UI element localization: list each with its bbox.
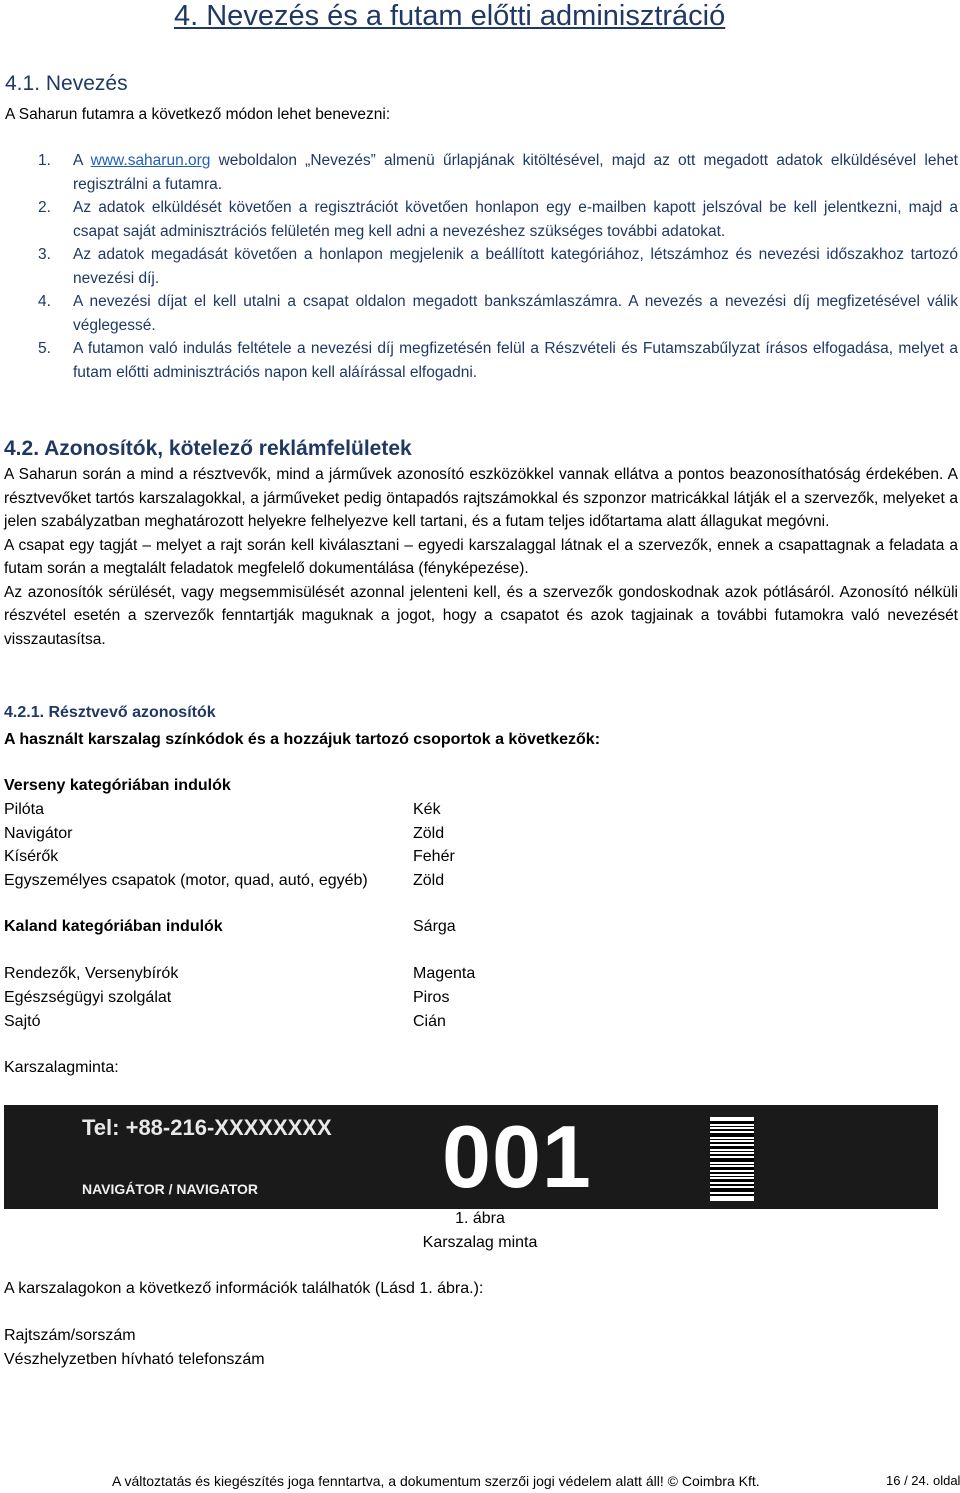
list-number: 2. bbox=[38, 199, 51, 216]
list-item bbox=[0, 149, 958, 196]
group-label: Egészségügyi szolgálat bbox=[4, 989, 172, 1006]
step-text-after: weboldalon „Nevezés” almenü űrlapjának kitöltésével, majd az ott megadott adatok elküldésével lehet regisztrálni a futamra. bbox=[73, 152, 958, 193]
section-4-2-body bbox=[4, 463, 958, 651]
section-heading-4-1: 4.1. Nevezés bbox=[5, 72, 128, 95]
list-number: 3. bbox=[38, 246, 51, 263]
color-label: Magenta bbox=[413, 965, 476, 982]
page-number: 16 / 24. oldal bbox=[886, 1473, 960, 1488]
step-text: A futamon való indulás feltétele a nevezési díj megfizetésén felül a Részvételi és Futamszabűlyzat írásos elfogadása, melyet a futam előtti adminisztrációs napon kell aláírással elfogadni. bbox=[73, 340, 958, 381]
color-label: Kék bbox=[413, 801, 441, 818]
color-label: Zöld bbox=[413, 872, 445, 889]
race-category-heading: Verseny kategóriában indulók bbox=[4, 777, 231, 794]
color-label: Cián bbox=[413, 1013, 446, 1030]
barcode-icon bbox=[710, 1117, 754, 1201]
section-heading-4-2: 4.2. Azonosítók, kötelező reklámfelületek bbox=[4, 437, 412, 460]
step-text-before: A bbox=[73, 152, 91, 169]
list-item bbox=[0, 243, 958, 290]
section-intro: A Saharun futamra a következő módon lehet benevezni: bbox=[5, 106, 391, 123]
color-label: Fehér bbox=[413, 848, 455, 865]
group-label: Rendezők, Versenybírók bbox=[4, 965, 179, 982]
group-label: Kísérők bbox=[4, 848, 59, 865]
list-number: 5. bbox=[38, 340, 51, 357]
group-label: Egyszemélyes csapatok (motor, quad, autó, egyéb) bbox=[4, 872, 368, 889]
list-number: 4. bbox=[38, 293, 51, 310]
paragraph: A csapat egy tagját – melyet a rajt során kell kiválasztani – egyedi karszalaggal látnak el a szervezők, ennek a csapattagnak a feladata a futam során a megtalált feladatok megfelelő dokumentálása (fényképezése). bbox=[4, 536, 958, 577]
wristband-image bbox=[4, 1105, 938, 1209]
adventure-category-heading: Kaland kategóriában indulók bbox=[4, 918, 223, 935]
footer-copyright: A változtatás és kiegészítés joga fenntartva, a dokumentum szerzői jogi védelem alatt áll! © Coimbra Kft. bbox=[112, 1473, 760, 1489]
list-item bbox=[0, 196, 958, 243]
info-item: Rajtszám/sorszám bbox=[4, 1327, 136, 1344]
list-item bbox=[0, 337, 958, 384]
paragraph: A Saharun során a mind a résztvevők, mind a járművek azonosító eszközökkel vannak ellátva a pontos beazonosíthatóság érdekében. A résztvevőket tartós karszalagokkal, a járműveket pedig öntapadós rajtszámokkal és szponzor matricákkal látják el a szervezők, melyeket a jelen szabályzatban meghatározott helyekre felhelyezve kell tartani, és a futam teljes időtartama alatt állagukat megóvni. bbox=[4, 466, 958, 530]
color-code-subheading: A használt karszalag színkódok és a hozzájuk tartozó csoportok a következők: bbox=[4, 731, 601, 748]
info-intro: A karszalagokon a következő információk találhatók (Lásd 1. ábra.): bbox=[4, 1280, 484, 1297]
paragraph: Az azonosítók sérülését, vagy megsemmisülését azonnal jelenteni kell, és a szervezők gondoskodnak azok pótlásáról. Azonosító nélküli részvétel esetén a szervezők fenntartják maguknak a jogot, hogy a csapatot és azok tagjainak a további futamokra való nevezését visszautasítsa. bbox=[4, 583, 958, 648]
page-title: 4. Nevezés és a futam előtti adminisztráció bbox=[174, 0, 726, 32]
color-label: Zöld bbox=[413, 825, 445, 842]
wristband-role: NAVIGÁTOR / NAVIGATOR bbox=[82, 1181, 259, 1197]
website-link[interactable]: www.saharun.org bbox=[90, 152, 211, 169]
color-label: Sárga bbox=[413, 918, 456, 935]
wristband-phone: Tel: +88-216-XXXXXXXX bbox=[82, 1115, 332, 1140]
figure-caption-number: 1. ábra bbox=[455, 1210, 505, 1227]
list-item bbox=[0, 290, 958, 337]
color-label: Piros bbox=[413, 989, 450, 1006]
registration-steps-list bbox=[0, 149, 958, 384]
list-number: 1. bbox=[38, 152, 51, 169]
step-text: A nevezési díjat el kell utalni a csapat oldalon megadott bankszámlaszámra. A nevezés a nevezési díj megfizetésével válik véglegessé. bbox=[73, 293, 958, 334]
step-text: Az adatok megadását követően a honlapon megjelenik a beállított kategóriához, létszámhoz és nevezési időszakhoz tartozó nevezési díj. bbox=[73, 246, 958, 287]
section-heading-4-2-1: 4.2.1. Résztvevő azonosítók bbox=[4, 704, 216, 721]
wristband-number: 001 bbox=[442, 1107, 592, 1206]
figure-caption-text: Karszalag minta bbox=[422, 1234, 538, 1251]
info-item: Vészhelyzetben hívható telefonszám bbox=[4, 1351, 265, 1368]
sample-label: Karszalagminta: bbox=[4, 1059, 119, 1076]
group-label: Navigátor bbox=[4, 825, 73, 842]
group-label: Pilóta bbox=[4, 801, 45, 818]
group-label: Sajtó bbox=[4, 1013, 41, 1030]
step-text: Az adatok elküldését követően a regisztrációt követően honlapon egy e-mailben kapott jelszóval be kell jelentkezni, majd a csapat saját adminisztrációs felületén meg kell adni a nevezéshez szükséges további adatokat. bbox=[73, 199, 958, 240]
